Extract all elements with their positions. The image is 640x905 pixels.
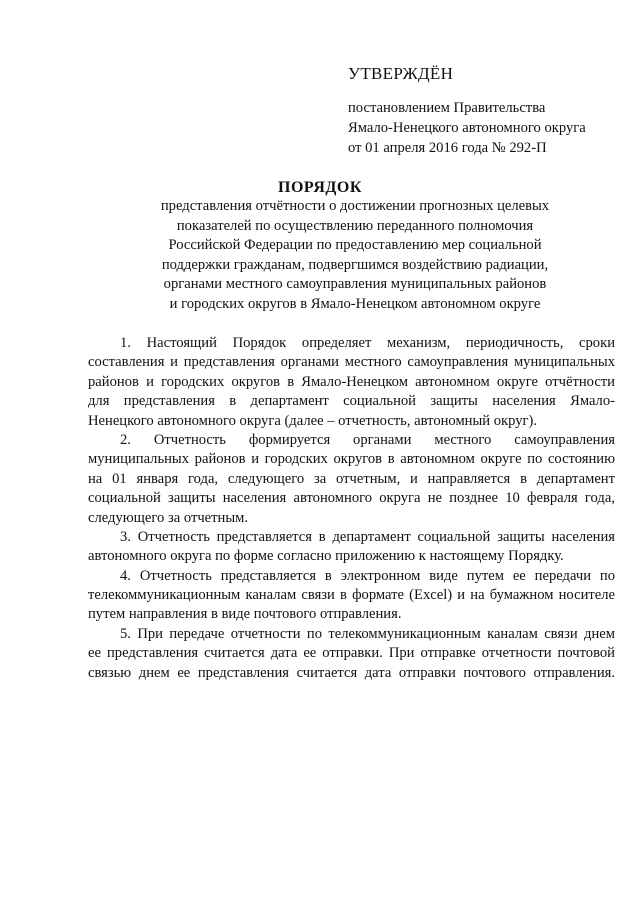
paragraph-line: Ненецкого автономного округа (далее – отчетность, автономный округ). — [88, 412, 538, 429]
paragraph-1 — [88, 334, 615, 431]
paragraph-line: автономного округа по форме согласно приложению к настоящему Порядку. — [88, 548, 564, 565]
paragraph-line: социальной защиты населения автономного округа не позднее 10 февраля года, — [88, 490, 615, 507]
paragraph-line: ее представления считается дата ее отправки. При отправке отчетности почтовой — [88, 645, 615, 662]
paragraph-2 — [88, 431, 615, 528]
paragraph-line: на 01 января года, следующего за отчетным, и направляется в департамент — [88, 470, 615, 487]
paragraph-line: составления и представления органами местного самоуправления муниципальных — [88, 354, 615, 371]
paragraph-4 — [88, 567, 615, 625]
approval-line: от 01 апреля 2016 года № 292-П — [348, 140, 547, 156]
subtitle-line: и городских округов в Ямало-Ненецком автономном округе — [169, 295, 541, 312]
paragraph-line: 1. Настоящий Порядок определяет механизм, периодичность, сроки — [120, 335, 615, 351]
paragraph-line: 4. Отчетность представляется в электронном виде путем ее передачи по — [120, 567, 615, 584]
paragraph-line: для представления в департамент социальной защиты населения Ямало- — [88, 393, 615, 410]
subtitle-line: представления отчётности о достижении прогнозных целевых — [160, 198, 550, 214]
paragraph-line: районов и городских округов в Ямало-Ненецком автономном округе отчётности — [88, 373, 615, 390]
approval-line: постановлением Правительства — [348, 100, 546, 116]
subtitle-line: показателей по осуществлению переданного полномочия — [176, 217, 534, 234]
paragraph-line: связью днем ее представления считается дата отправки почтового отправления. — [88, 664, 615, 681]
subtitle-line: Российской Федерации по предоставлению мер социальной — [168, 237, 542, 253]
subtitle-line: поддержки гражданам, подвергшимся воздействию радиации, — [161, 256, 549, 273]
document-subtitle — [60, 197, 640, 314]
paragraph-line: следующего за отчетным. — [88, 509, 249, 526]
paragraph-line: путем направления в виде почтового отправления. — [88, 606, 402, 623]
paragraph-line: 3. Отчетность представляется в департамент социальной защиты населения — [120, 528, 615, 545]
approval-line: Ямало-Ненецкого автономного округа — [348, 120, 586, 136]
paragraph-line: телекоммуникационным каналам связи в формате (Excel) и на бумажном носителе — [88, 587, 615, 604]
document-body — [88, 334, 615, 683]
paragraph-line: муниципальных районов и городских округов в автономном округе по состоянию — [88, 451, 615, 468]
subtitle-line: органами местного самоуправления муниципальных районов — [163, 276, 547, 292]
paragraph-line: 2. Отчетность формируется органами местного самоуправления — [120, 431, 615, 448]
approval-block — [348, 64, 618, 158]
paragraph-line: 5. При передаче отчетности по телекоммуникационным каналам связи днем — [120, 625, 615, 642]
paragraph-3 — [88, 528, 615, 567]
document-title: ПОРЯДОК — [278, 179, 362, 196]
approval-title: УТВЕРЖДЁН — [348, 64, 454, 83]
paragraph-5 — [88, 625, 615, 683]
